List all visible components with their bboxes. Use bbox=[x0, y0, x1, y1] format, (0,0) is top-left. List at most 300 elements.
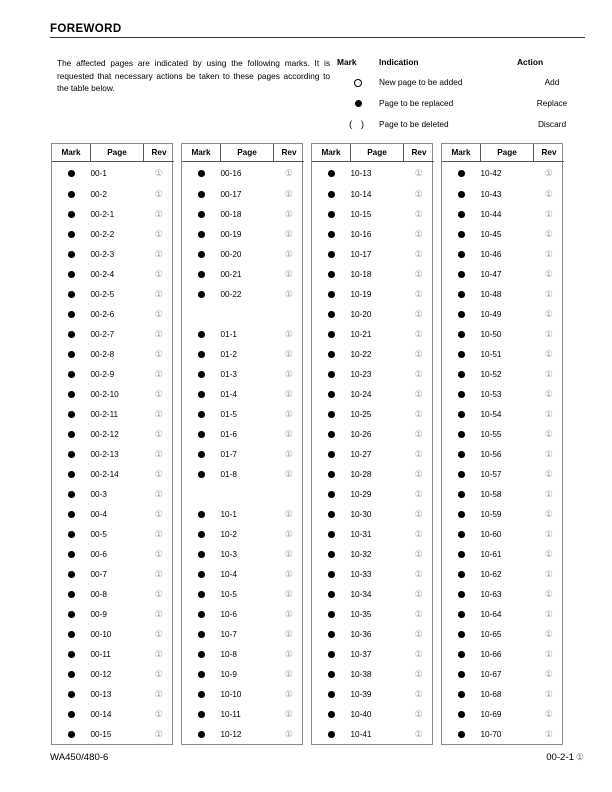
filled-circle-icon bbox=[458, 431, 465, 438]
table-row bbox=[182, 444, 304, 464]
filled-circle-icon bbox=[328, 291, 335, 298]
cell-page: 10-63 bbox=[480, 589, 502, 599]
cell-page: 10-49 bbox=[480, 309, 502, 319]
rev-circled-one-icon: ① bbox=[154, 228, 163, 239]
filled-circle-icon bbox=[68, 451, 75, 458]
cell-rev bbox=[274, 284, 305, 304]
table-row bbox=[52, 364, 174, 384]
cell-rev bbox=[144, 162, 175, 185]
filled-circle-icon bbox=[68, 311, 75, 318]
column-header-rev: Rev bbox=[144, 144, 175, 162]
filled-circle-icon bbox=[458, 351, 465, 358]
cell-mark bbox=[52, 684, 91, 704]
rev-circled-one-icon: ① bbox=[284, 608, 293, 619]
filled-circle-icon bbox=[68, 211, 75, 218]
table-row bbox=[442, 504, 564, 524]
cell-mark bbox=[52, 484, 91, 504]
cell-mark bbox=[182, 524, 221, 544]
cell-rev bbox=[144, 584, 175, 604]
cell-rev bbox=[144, 664, 175, 684]
table-row bbox=[182, 664, 304, 684]
filled-circle-icon bbox=[328, 211, 335, 218]
filled-circle-icon bbox=[198, 731, 205, 738]
cell-mark bbox=[442, 204, 481, 224]
cell-page: 10-7 bbox=[220, 629, 237, 639]
rev-circled-one-icon: ① bbox=[284, 368, 293, 379]
cell-rev bbox=[404, 684, 435, 704]
table-row bbox=[182, 544, 304, 564]
filled-circle-icon bbox=[68, 251, 75, 258]
column-header-rev: Rev bbox=[274, 144, 305, 162]
cell-page: 10-13 bbox=[350, 168, 372, 178]
filled-circle-icon bbox=[68, 711, 75, 718]
rev-circled-one-icon: ① bbox=[154, 348, 163, 359]
column-header-page: Page bbox=[221, 144, 274, 162]
column-header-mark: Mark bbox=[312, 144, 351, 162]
cell-page: 10-6 bbox=[220, 609, 237, 619]
rev-circled-one-icon: ① bbox=[284, 708, 293, 719]
rev-circled-one-icon: ① bbox=[284, 328, 293, 339]
page-footer bbox=[50, 752, 584, 763]
cell-mark bbox=[312, 304, 351, 324]
cell-page: 10-2 bbox=[220, 529, 237, 539]
cell-mark bbox=[182, 364, 221, 384]
cell-mark bbox=[52, 564, 91, 584]
rev-circled-one-icon: ① bbox=[544, 668, 553, 679]
cell-rev bbox=[144, 644, 175, 664]
cell-page: 10-47 bbox=[480, 269, 502, 279]
cell-mark bbox=[312, 724, 351, 744]
cell-mark bbox=[312, 464, 351, 484]
table-row bbox=[52, 724, 174, 744]
cell-rev bbox=[534, 404, 565, 424]
cell-mark bbox=[312, 564, 351, 584]
cell-page: 10-9 bbox=[220, 669, 237, 679]
table-row bbox=[312, 444, 434, 464]
table-row bbox=[182, 524, 304, 544]
cell-mark bbox=[182, 404, 221, 424]
cell-page: 10-34 bbox=[350, 589, 372, 599]
cell-rev bbox=[274, 162, 305, 185]
filled-circle-icon bbox=[198, 391, 205, 398]
cell-rev bbox=[144, 304, 175, 324]
filled-circle-icon bbox=[198, 671, 205, 678]
rev-circled-one-icon: ① bbox=[414, 568, 423, 579]
cell-page: 00-2-6 bbox=[90, 309, 115, 319]
cell-page: 10-59 bbox=[480, 509, 502, 519]
cell-page: 00-2-7 bbox=[90, 329, 115, 339]
cell-rev bbox=[404, 184, 435, 204]
cell-mark bbox=[182, 344, 221, 364]
rev-circled-one-icon: ① bbox=[414, 488, 423, 499]
cell-mark bbox=[442, 584, 481, 604]
cell-rev bbox=[144, 704, 175, 724]
cell-mark bbox=[52, 224, 91, 244]
table-row bbox=[52, 204, 174, 224]
cell-rev bbox=[274, 724, 305, 744]
cell-mark bbox=[442, 344, 481, 364]
cell-mark bbox=[182, 444, 221, 464]
rev-circled-one-icon: ① bbox=[544, 228, 553, 239]
cell-page: 10-25 bbox=[350, 409, 372, 419]
cell-page: 10-33 bbox=[350, 569, 372, 579]
cell-page: 10-19 bbox=[350, 289, 372, 299]
legend-header-indication: Indication bbox=[379, 57, 419, 67]
rev-circled-one-icon: ① bbox=[154, 508, 163, 519]
legend-row bbox=[337, 77, 587, 98]
rev-circled-one-icon: ① bbox=[154, 408, 163, 419]
cell-mark bbox=[312, 684, 351, 704]
heading-divider bbox=[50, 37, 585, 38]
cell-page: 10-12 bbox=[220, 729, 242, 739]
cell-rev bbox=[144, 564, 175, 584]
filled-circle-icon bbox=[328, 311, 335, 318]
column-header-page: Page bbox=[481, 144, 534, 162]
table-row bbox=[312, 684, 434, 704]
cell-rev bbox=[534, 504, 565, 524]
cell-rev bbox=[404, 284, 435, 304]
cell-rev bbox=[404, 304, 435, 324]
rev-circled-one-icon: ① bbox=[414, 167, 423, 178]
cell-mark bbox=[312, 364, 351, 384]
rev-circled-one-icon: ① bbox=[544, 548, 553, 559]
cell-page: 00-1 bbox=[90, 168, 107, 178]
cell-page: 00-3 bbox=[90, 489, 107, 499]
cell-page: 01-7 bbox=[220, 449, 237, 459]
rev-circled-one-icon: ① bbox=[154, 708, 163, 719]
cell-page: 10-41 bbox=[350, 729, 372, 739]
table-row bbox=[442, 544, 564, 564]
cell-mark bbox=[182, 184, 221, 204]
table-row bbox=[182, 704, 304, 724]
cell-page: 10-67 bbox=[480, 669, 502, 679]
cell-page: 00-12 bbox=[90, 669, 112, 679]
filled-circle-icon bbox=[458, 591, 465, 598]
cell-rev bbox=[534, 704, 565, 724]
filled-circle-icon bbox=[458, 371, 465, 378]
table-row bbox=[442, 424, 564, 444]
rev-circled-one-icon: ① bbox=[154, 488, 163, 499]
filled-circle-icon bbox=[198, 291, 205, 298]
table-spacer-row bbox=[182, 484, 304, 504]
table-row bbox=[52, 304, 174, 324]
table-row bbox=[442, 204, 564, 224]
table-row bbox=[182, 404, 304, 424]
rev-circled-one-icon: ① bbox=[154, 268, 163, 279]
cell-page: 00-2-8 bbox=[90, 349, 115, 359]
filled-circle-icon bbox=[68, 511, 75, 518]
cell-mark bbox=[52, 464, 91, 484]
cell-rev bbox=[404, 264, 435, 284]
rev-circled-one-icon: ① bbox=[414, 548, 423, 559]
cell-rev bbox=[274, 504, 305, 524]
cell-mark bbox=[182, 264, 221, 284]
cell-rev bbox=[144, 224, 175, 244]
cell-mark bbox=[442, 324, 481, 344]
cell-rev bbox=[274, 544, 305, 564]
rev-circled-one-icon: ① bbox=[544, 708, 553, 719]
rev-circled-one-icon: ① bbox=[544, 308, 553, 319]
table-row bbox=[182, 244, 304, 264]
cell-page: 01-5 bbox=[220, 409, 237, 419]
cell-mark bbox=[52, 364, 91, 384]
legend-action-cell: Add bbox=[544, 77, 560, 87]
cell-mark bbox=[312, 224, 351, 244]
cell-page: 00-11 bbox=[90, 649, 111, 659]
table-header-row bbox=[442, 144, 564, 162]
table-row bbox=[312, 624, 434, 644]
table-row bbox=[52, 224, 174, 244]
rev-circled-one-icon: ① bbox=[544, 288, 553, 299]
cell-page: 10-69 bbox=[480, 709, 502, 719]
table-row bbox=[52, 604, 174, 624]
cell-page: 10-44 bbox=[480, 209, 502, 219]
column-header-mark: Mark bbox=[182, 144, 221, 162]
table-row bbox=[442, 444, 564, 464]
cell-mark bbox=[442, 162, 481, 185]
filled-circle-icon bbox=[68, 671, 75, 678]
cell-rev bbox=[534, 624, 565, 644]
filled-circle-icon bbox=[328, 571, 335, 578]
footer-rev-icon: ① bbox=[575, 751, 584, 762]
cell-mark bbox=[182, 724, 221, 744]
rev-circled-one-icon: ① bbox=[154, 248, 163, 259]
cell-page: 01-2 bbox=[220, 349, 237, 359]
cell-page: 10-70 bbox=[480, 729, 502, 739]
cell-mark bbox=[442, 184, 481, 204]
table-row bbox=[52, 344, 174, 364]
table-row bbox=[52, 284, 174, 304]
rev-circled-one-icon: ① bbox=[544, 448, 553, 459]
table-row bbox=[442, 584, 564, 604]
legend-indication-cell: Page to be replaced bbox=[379, 98, 454, 108]
cell-rev bbox=[534, 424, 565, 444]
filled-circle-icon bbox=[68, 731, 75, 738]
cell-mark bbox=[182, 584, 221, 604]
cell-mark bbox=[52, 604, 91, 624]
table-row bbox=[312, 424, 434, 444]
rev-circled-one-icon: ① bbox=[154, 548, 163, 559]
cell-page: 00-13 bbox=[90, 689, 112, 699]
rev-circled-one-icon: ① bbox=[414, 288, 423, 299]
filled-circle-icon bbox=[68, 291, 75, 298]
table-row bbox=[312, 264, 434, 284]
rev-circled-one-icon: ① bbox=[154, 167, 163, 178]
filled-circle-icon bbox=[328, 591, 335, 598]
filled-circle-icon bbox=[458, 611, 465, 618]
cell-rev bbox=[534, 162, 565, 185]
cell-rev bbox=[144, 204, 175, 224]
cell-mark bbox=[52, 624, 91, 644]
table-row bbox=[312, 644, 434, 664]
filled-circle-icon bbox=[458, 231, 465, 238]
filled-circle-icon bbox=[458, 451, 465, 458]
cell-rev bbox=[534, 604, 565, 624]
rev-circled-one-icon: ① bbox=[414, 248, 423, 259]
filled-circle-icon bbox=[198, 611, 205, 618]
cell-mark bbox=[312, 644, 351, 664]
cell-rev bbox=[404, 464, 435, 484]
rev-circled-one-icon: ① bbox=[544, 408, 553, 419]
legend-header-action: Action bbox=[517, 57, 544, 67]
table-row bbox=[52, 384, 174, 404]
cell-rev bbox=[534, 224, 565, 244]
table-row bbox=[52, 484, 174, 504]
filled-circle-icon bbox=[328, 271, 335, 278]
cell-rev bbox=[534, 444, 565, 464]
legend-mark-cell bbox=[337, 98, 379, 119]
cell-mark bbox=[182, 324, 221, 344]
filled-circle-icon bbox=[198, 651, 205, 658]
cell-mark bbox=[182, 424, 221, 444]
cell-mark bbox=[52, 664, 91, 684]
affected-pages-tables bbox=[51, 143, 591, 745]
table-row bbox=[442, 384, 564, 404]
document-heading bbox=[50, 22, 585, 38]
cell-page: 00-2-10 bbox=[90, 389, 119, 399]
rev-circled-one-icon: ① bbox=[154, 728, 163, 739]
filled-circle-icon bbox=[68, 431, 75, 438]
cell-page: 10-68 bbox=[480, 689, 502, 699]
cell-rev bbox=[404, 724, 435, 744]
column-header-rev: Rev bbox=[404, 144, 435, 162]
cell-page: 00-2-3 bbox=[90, 249, 115, 259]
cell-rev bbox=[274, 364, 305, 384]
cell-page: 10-22 bbox=[350, 349, 372, 359]
rev-circled-one-icon: ① bbox=[154, 608, 163, 619]
cell-mark bbox=[52, 544, 91, 564]
table-row bbox=[182, 162, 304, 185]
cell-mark bbox=[442, 664, 481, 684]
cell-page: 10-40 bbox=[350, 709, 372, 719]
cell-mark bbox=[442, 704, 481, 724]
cell-rev bbox=[534, 464, 565, 484]
rev-circled-one-icon: ① bbox=[154, 688, 163, 699]
table-row bbox=[182, 584, 304, 604]
cell-page: 00-7 bbox=[90, 569, 107, 579]
filled-circle-icon bbox=[68, 231, 75, 238]
cell-mark bbox=[442, 504, 481, 524]
filled-circle-icon bbox=[68, 571, 75, 578]
cell-page: 10-5 bbox=[220, 589, 237, 599]
cell-rev bbox=[534, 584, 565, 604]
cell-mark bbox=[52, 644, 91, 664]
filled-circle-icon bbox=[198, 451, 205, 458]
rev-circled-one-icon: ① bbox=[284, 348, 293, 359]
filled-circle-icon bbox=[458, 491, 465, 498]
table-row bbox=[442, 162, 564, 185]
table-row bbox=[312, 304, 434, 324]
table-row bbox=[52, 524, 174, 544]
cell-mark bbox=[312, 384, 351, 404]
hollow-circle-icon bbox=[354, 79, 362, 87]
filled-circle-icon bbox=[328, 431, 335, 438]
filled-circle-icon bbox=[328, 631, 335, 638]
cell-rev bbox=[404, 364, 435, 384]
cell-rev bbox=[144, 724, 175, 744]
cell-page: 10-43 bbox=[480, 189, 502, 199]
cell-mark bbox=[312, 162, 351, 185]
filled-circle-icon bbox=[328, 391, 335, 398]
table-spacer-row bbox=[182, 304, 304, 324]
cell-page: 10-35 bbox=[350, 609, 372, 619]
rev-circled-one-icon: ① bbox=[284, 628, 293, 639]
cell-page: 10-45 bbox=[480, 229, 502, 239]
rev-circled-one-icon: ① bbox=[544, 508, 553, 519]
cell-page: 10-10 bbox=[220, 689, 242, 699]
cell-rev bbox=[274, 444, 305, 464]
table-row bbox=[52, 544, 174, 564]
cell-rev bbox=[404, 604, 435, 624]
cell-rev bbox=[534, 284, 565, 304]
cell-mark bbox=[52, 444, 91, 464]
filled-circle-icon bbox=[198, 331, 205, 338]
cell-mark bbox=[442, 244, 481, 264]
rev-circled-one-icon: ① bbox=[154, 448, 163, 459]
cell-rev bbox=[404, 584, 435, 604]
filled-circle-icon bbox=[328, 611, 335, 618]
cell-page: 10-56 bbox=[480, 449, 502, 459]
rev-circled-one-icon: ① bbox=[284, 167, 293, 178]
column-header-rev: Rev bbox=[534, 144, 565, 162]
rev-circled-one-icon: ① bbox=[154, 428, 163, 439]
cell-rev bbox=[404, 704, 435, 724]
cell-mark bbox=[52, 404, 91, 424]
cell-mark bbox=[52, 524, 91, 544]
cell-mark bbox=[182, 664, 221, 684]
cell-page: 10-38 bbox=[350, 669, 372, 679]
filled-circle-icon bbox=[198, 371, 205, 378]
cell-mark bbox=[312, 704, 351, 724]
cell-mark bbox=[442, 304, 481, 324]
cell-rev bbox=[534, 644, 565, 664]
filled-circle-icon bbox=[328, 231, 335, 238]
page-table-4 bbox=[441, 143, 563, 745]
table-row bbox=[312, 564, 434, 584]
cell-rev bbox=[404, 624, 435, 644]
rev-circled-one-icon: ① bbox=[154, 528, 163, 539]
cell-mark bbox=[182, 384, 221, 404]
table-row bbox=[312, 244, 434, 264]
cell-mark bbox=[442, 284, 481, 304]
cell-rev bbox=[534, 204, 565, 224]
rev-circled-one-icon: ① bbox=[544, 628, 553, 639]
table-row bbox=[312, 344, 434, 364]
rev-circled-one-icon: ① bbox=[154, 328, 163, 339]
cell-rev bbox=[274, 224, 305, 244]
cell-mark bbox=[52, 384, 91, 404]
rev-circled-one-icon: ① bbox=[284, 688, 293, 699]
table-row bbox=[312, 724, 434, 744]
filled-circle-icon bbox=[198, 471, 205, 478]
rev-circled-one-icon: ① bbox=[414, 708, 423, 719]
filled-circle-icon bbox=[68, 170, 75, 177]
rev-circled-one-icon: ① bbox=[414, 388, 423, 399]
filled-circle-icon bbox=[68, 591, 75, 598]
rev-circled-one-icon: ① bbox=[154, 648, 163, 659]
filled-circle-icon bbox=[458, 631, 465, 638]
rev-circled-one-icon: ① bbox=[414, 188, 423, 199]
filled-circle-icon bbox=[198, 571, 205, 578]
cell-page: 10-15 bbox=[350, 209, 372, 219]
cell-mark bbox=[442, 444, 481, 464]
table-row bbox=[312, 184, 434, 204]
cell-page: 10-57 bbox=[480, 469, 502, 479]
cell-rev bbox=[534, 384, 565, 404]
cell-rev bbox=[404, 484, 435, 504]
cell-mark bbox=[182, 604, 221, 624]
table-row bbox=[312, 404, 434, 424]
